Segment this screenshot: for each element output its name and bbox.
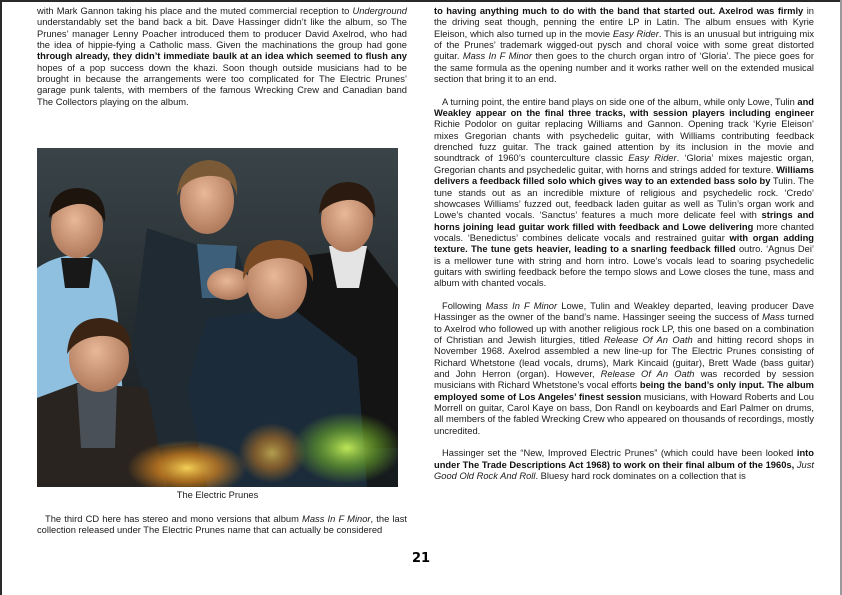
right-paragraph-2: A turning point, the entire band plays on side one of the album, while only Lowe, Tulin and Weakley appear on the final three tracks, with session players including engineer Richie Podolor on guitar replacing Williams and Gannon. Opening track ‘Kyrie Eleison’ mixes Gregorian chants with psychedelic guitar, with Williams contributing feedback drenched fuzz guitar. The track gained attention by its inclusion in the movie and soundtrack of 1960’s counterculture classic Easy Rider. ‘Gloria’ mixes majestic organ, Gregorian chants and psychedelic guitar, with horns and strings added for texture. Williams delivers a feedback filled solo which gives way to an extended bass solo by Tulin. The tune stands out as an incredible mixture of religious and psychedelic rock. ‘Credo’ showcases Williams’ fuzzed out, feedback laden guitar as well as Tulin’s organ work and Lowe’s chanted vocals. ‘Sanctus’ features a much more delicate feel with strings and horns joining lead guitar work filled with feedback and Lowe delivering more chanted vocals. ‘Benedictus’ combines delicate vocals and restrained guitar with organ adding texture. The tune gets heavier, leading to a snarling feedback filled outro. ‘Agnus Dei’ is a mellower tune with string and horn intro. Lowe’s vocals lead to soaring psychedelic guitars with swirling feedback before the tempo slows and Lowe closes the tune, mass and album with chanted vocals. (434, 96, 815, 289)
left-column (37, 6, 407, 108)
left-border (0, 0, 2, 595)
right-paragraph-1: to having anything much to do with the band that started out. Axelrod was firmly in the driving seat though, penning the entire LP in Latin. The album ensues with Kyrie Eleison, which also turned up in the movie Easy Rider. This is an unusual but intriguing mix of the Prunes’ trademark wigged-out pysch and choral voice with some great distorted guitar. Mass In F Minor then goes to the church organ intro of ‘Gloria’. The piece goes for the same formula as the opening number and it works rather well on the extended musical section that bring it to an end. (434, 6, 814, 85)
left-paragraph-2: The third CD here has stereo and mono versions that album Mass In F Minor, the last collection released under The Electric Prunes name that can actually be considered (37, 514, 407, 536)
right-paragraph-3: Following Mass In F Minor Lowe, Tulin and Weakley departed, leaving producer Dave Hassinger as the owner of the band’s name. Hassinger seeing the success of Mass turned to Axelrod who followed up with another religious rock LP, this one based on a combination of Christian and Jewish liturgies, titled Release Of An Oath and hitting record shops in November 1968. Axelrod assembled a new line-up for The Electric Prunes consisting of Richard Whetstone (lead vocals, drums), Mark Kincaid (guitar), Brett Wade (bass guitar) and John Herron (organ). However, Release Of An Oath was recorded by session musicians with Richard Whetstone’s vocal efforts being the band’s only input. The album employed some of Los Angeles’ finest session musicians, with Howard Roberts and Lou Morrell on guitar, Carol Kaye on bass, Don Randl on keyboards and Earl Palmer on drums, all members of the fabled Wrecking Crew who appeared on thousands of recordings, mostly uncredited. (434, 300, 815, 436)
page-number: 21 (411, 551, 431, 566)
photo-caption: The Electric Prunes (176, 490, 259, 500)
band-photo (37, 148, 398, 487)
top-border (0, 0, 842, 2)
right-column (434, 6, 814, 482)
left-paragraph-1: with Mark Gannon taking his place and the muted commercial reception to Underground understandably set the band back a bit. Dave Hassinger didn’t like the album, so The Prunes’ manager Lenny Poacher introduced them to producer David Axelrod, who had the idea of hippie-fying a Catholic mass. Given the machinations the group had gone through already, they didn’t immediate baulk at an idea which seemed to flush any hopes of a pop success down the khazi. Soon though outside musicians had to be brought in because the arrangements were too complicated for The Electric Prunes’ garage punk talents, with members of the famous Wrecking Crew and Canadian band The Collectors playing on the album. (37, 6, 407, 107)
right-paragraph-4: Hassinger set the “New, Improved Electric Prunes” (which could have been looked into under The Trade Descriptions Act 1968) to work on their final album of the 1960s, Just Good Old Rock And Roll. Bluesy hard rock dominates on a collection that is (434, 448, 814, 482)
